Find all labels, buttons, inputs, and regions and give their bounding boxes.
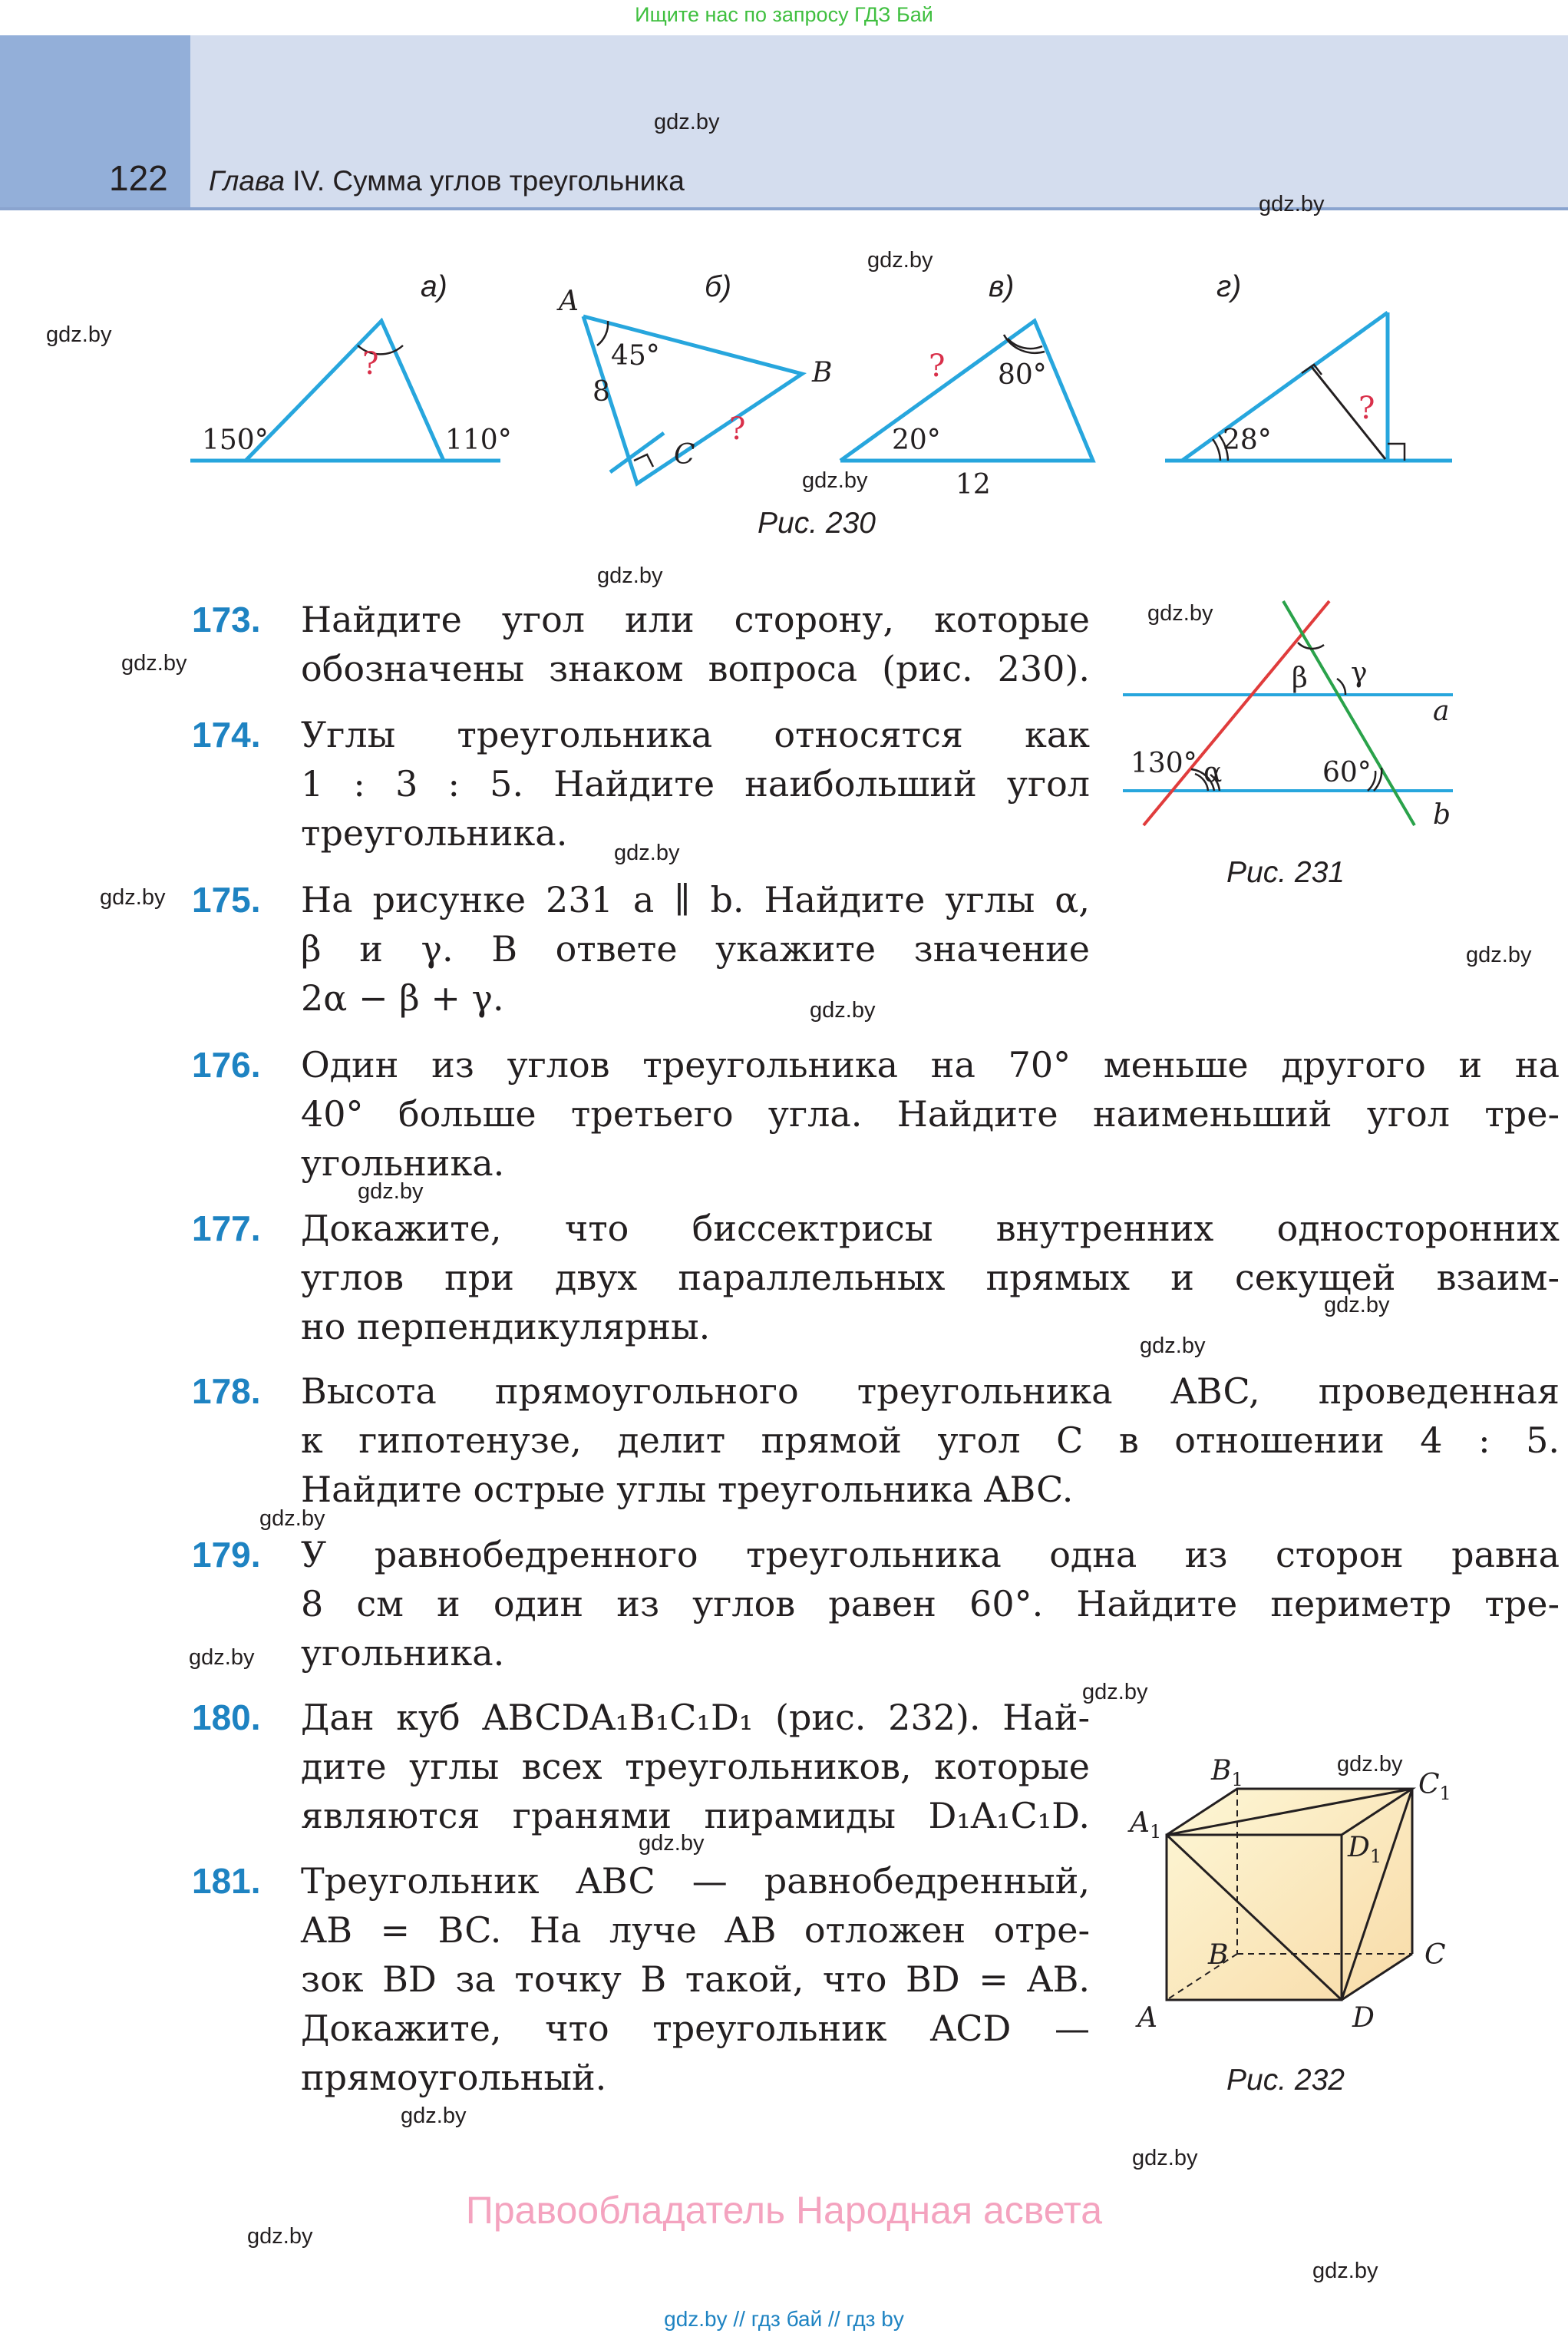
watermark: gdz.by [247, 2224, 313, 2249]
cube-vertex-b1 [1210, 1755, 1243, 1790]
fig231-gamma: γ [1351, 657, 1368, 689]
problem-line: обозначены знаком вопроса (рис. 230). [301, 648, 1090, 689]
watermark: gdz.by [401, 2104, 467, 2128]
problem-line: Докажите, что биссектрисы внутренних односторонних [301, 1208, 1560, 1249]
problem-text [301, 1040, 1560, 1188]
cube-vertex-a: A [1137, 2002, 1157, 2034]
fig231-angle-60: 60° [1322, 757, 1372, 788]
page-number: 122 [109, 158, 168, 198]
problem-text [301, 595, 1090, 693]
problem-line: Дан куб ABCDA₁B₁C₁D₁ (рис. 232). Най- [301, 1697, 1090, 1738]
cube-vertex-b1-sub: 1 [1231, 1769, 1243, 1790]
chapter-prefix: Глава [209, 165, 286, 197]
problem-number: 180. [192, 1697, 261, 1737]
cube-vertex-c: C [1424, 1939, 1446, 1971]
problem-line: 40° больше третьего угла. Найдите наименьший угол тре- [301, 1093, 1560, 1135]
cube-vertex-c1-sub: 1 [1439, 1783, 1451, 1804]
figure-230 [0, 230, 1568, 553]
watermark: gdz.by [639, 1831, 705, 1856]
problem-number: 176. [192, 1045, 261, 1085]
problem-number: 178. [192, 1371, 261, 1411]
fig230-point-b: B [812, 357, 833, 388]
problem-text [301, 1693, 1090, 1840]
fig232-caption: Рис. 232 [1226, 2064, 1345, 2097]
problem-line: 1 : 3 : 5. Найдите наибольший угол [301, 763, 1090, 805]
watermark: gdz.by [867, 248, 933, 273]
fig230-angle-80: 80° [998, 359, 1047, 391]
problem-line: треугольника. [301, 812, 568, 854]
problem-number: 179. [192, 1535, 261, 1575]
problem-number: 177. [192, 1208, 261, 1248]
cube-vertex-a1 [1127, 1807, 1161, 1843]
problem-line: угольника. [301, 1632, 505, 1674]
problem-line: угольника. [301, 1142, 505, 1184]
figure-232 [1121, 1735, 1474, 2042]
problem-text [301, 1856, 1090, 2102]
cube-vertex-d1-sub: 1 [1369, 1846, 1382, 1867]
watermark: gdz.by [597, 564, 663, 588]
watermark: gdz.by [1132, 2146, 1198, 2170]
fig230-sublabel-a: а) [421, 270, 447, 303]
top-banner [0, 0, 1568, 35]
problem-line: углов при двух параллельных прямых и секущей взаим- [301, 1257, 1560, 1298]
chapter-name: IV. Сумма углов треугольника [285, 165, 685, 197]
watermark: gdz.by [259, 1506, 325, 1531]
problem-line: AB = BC. На луче AB отложен отре- [301, 1909, 1090, 1951]
problem-text [301, 1530, 1560, 1677]
fig230-question-a: ? [362, 346, 379, 382]
watermark: gdz.by [1337, 1752, 1403, 1776]
cube-vertex-c1-letter: C [1418, 1769, 1440, 1800]
cube-vertex-d1-letter: D [1348, 1832, 1370, 1863]
problem-number: 174. [192, 715, 261, 755]
watermark: gdz.by [1140, 1334, 1206, 1358]
problem-line: 2α − β + γ. [301, 977, 504, 1019]
problem-line: Докажите, что треугольник ACD — [301, 2008, 1090, 2049]
problem-line: Треугольник ABC — равнобедренный, [301, 1860, 1090, 1902]
watermark: gdz.by [1466, 943, 1532, 967]
fig230-caption: Рис. 230 [758, 507, 876, 540]
fig230-sublabel-b: б) [705, 270, 731, 303]
problem-text [301, 875, 1090, 1023]
fig230-point-a: A [559, 286, 579, 317]
problem-text [301, 1367, 1560, 1514]
problem-line: к гипотенузе, делит прямой угол C в отношении 4 : 5. [301, 1420, 1560, 1461]
problem-line: являются гранями пирамиды D₁A₁C₁D. [301, 1795, 1090, 1836]
fig230-sublabel-v: в) [989, 270, 1015, 303]
fig231-line-a: a [1433, 696, 1450, 727]
problem-number: 175. [192, 880, 261, 920]
cube-vertex-b1-letter: B [1211, 1755, 1232, 1786]
watermark: gdz.by [100, 885, 166, 910]
problem-line: дите углы всех треугольников, которые [301, 1746, 1090, 1787]
problem-line: 8 см и один из углов равен 60°. Найдите периметр тре- [301, 1583, 1560, 1624]
cube-vertex-c1 [1418, 1769, 1451, 1804]
watermark: gdz.by [802, 468, 868, 493]
rights-holder: Правообладатель Народная асвета [465, 2189, 1103, 2232]
fig231-beta: β [1292, 663, 1308, 694]
fig230-question-g: ? [1358, 391, 1375, 426]
header-rule [0, 207, 1568, 210]
fig231-angle-130: 130° [1131, 748, 1197, 779]
cube-vertex-a1-letter: A [1130, 1807, 1150, 1839]
footer-links[interactable]: gdz.by // гдз бай // гдз by [664, 2307, 904, 2331]
fig230-angle-20: 20° [892, 425, 941, 456]
watermark: gdz.by [614, 841, 680, 865]
watermark: gdz.by [810, 998, 876, 1023]
cube-vertex-d: D [1352, 2002, 1375, 2034]
watermark: gdz.by [1312, 2259, 1378, 2283]
fig230-angle-150: 150° [202, 425, 269, 456]
problem-line: У равнобедренного треугольника одна из сторон равна [301, 1534, 1560, 1575]
fig231-line-b: b [1433, 799, 1451, 831]
problem-line: Высота прямоугольного треугольника ABC, проведенная [301, 1370, 1560, 1412]
watermark: gdz.by [1147, 601, 1213, 626]
fig230-sublabel-g: г) [1216, 270, 1242, 303]
watermark: gdz.by [46, 322, 112, 347]
fig230-side-12: 12 [956, 469, 991, 501]
watermark: gdz.by [654, 110, 720, 134]
problem-line: но перпендикулярны. [301, 1306, 711, 1347]
problem-line: Найдите угол или сторону, которые [301, 599, 1090, 640]
watermark: gdz.by [1324, 1293, 1390, 1317]
watermark: gdz.by [1259, 192, 1325, 216]
fig230-angle-45: 45° [611, 340, 660, 372]
figure-231 [1105, 583, 1504, 837]
problem-number: 173. [192, 600, 261, 640]
problem-line: Найдите острые углы треугольника ABC. [301, 1469, 1074, 1510]
watermark: gdz.by [1082, 1680, 1148, 1704]
fig230-angle-28: 28° [1223, 425, 1272, 456]
problem-line: На рисунке 231 a ∥ b. Найдите углы α, [301, 879, 1090, 920]
fig230-side-8: 8 [593, 376, 610, 408]
fig231-caption: Рис. 231 [1226, 856, 1345, 889]
problem-line: прямоугольный. [301, 2057, 607, 2098]
fig230-question-v: ? [929, 349, 946, 384]
chapter-title [209, 165, 685, 197]
fig231-alpha: α [1203, 757, 1223, 788]
fig230-point-c: C [674, 439, 695, 471]
fig230-angle-110: 110° [445, 425, 512, 456]
cube-vertex-b: B [1208, 1939, 1229, 1971]
problem-line: Один из углов треугольника на 70° меньше другого и на [301, 1044, 1560, 1086]
cube-vertex-a1-sub: 1 [1150, 1821, 1162, 1843]
fig230-question-b: ? [729, 411, 746, 447]
watermark: gdz.by [189, 1645, 255, 1670]
problem-text [301, 1204, 1560, 1351]
banner-text[interactable]: Ищите нас по запросу ГДЗ Бай [635, 3, 933, 26]
problem-text [301, 710, 1090, 858]
watermark: gdz.by [121, 651, 187, 676]
problem-line: Углы треугольника относятся как [301, 714, 1090, 755]
problem-line: β и γ. В ответе укажите значение [301, 928, 1090, 970]
problem-line: зок BD за точку B такой, что BD = AB. [301, 1958, 1090, 2000]
watermark: gdz.by [358, 1179, 424, 1204]
problem-number: 181. [192, 1861, 261, 1901]
